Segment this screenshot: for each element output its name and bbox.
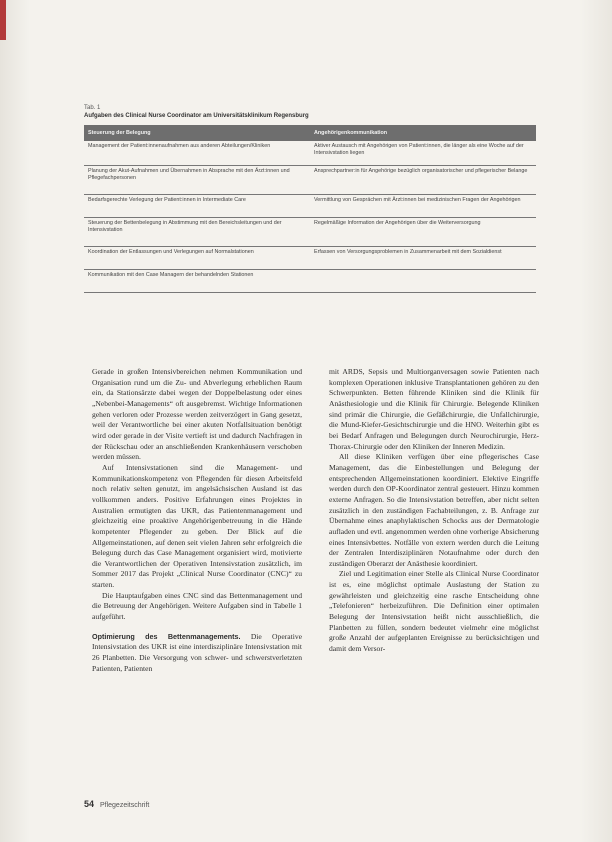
subheading-text: Die Operative Intensivstation des UKR ist eine interdisziplinäre Intensivstation mit 26 Planbetten. Die Versorgung von schwer- und schwerstverletzten Patienten, Patienten — [92, 631, 302, 673]
table-row — [84, 195, 536, 218]
table-cell: Bedarfsgerechte Verlegung der Patient:innen in Intermediate Care — [84, 195, 310, 218]
body-column-left — [92, 367, 302, 674]
table-row — [84, 141, 536, 166]
subheading-paragraph — [92, 632, 302, 675]
table-cell: Regelmäßige Information der Angehörigen über die Weiterversorgung — [310, 218, 536, 247]
table-cell: Ansprechpartner:in für Angehörige bezüglich organisatorischer und pflegerischer Belange — [310, 166, 536, 195]
body-column-right — [329, 367, 539, 655]
table-header-row — [84, 125, 536, 141]
subheading: Optimierung des Bettenmanagements. — [92, 631, 241, 641]
table-cell: Aktiver Austausch mit Angehörigen von Patient:innen, die länger als eine Woche auf der Intensivstation liegen — [310, 141, 536, 166]
paragraph: Die Hauptaufgaben eines CNC sind das Bettenmanagement und die Betreuung der Angehörigen. Weitere Aufgaben sind in Tabelle 1 aufgeführt. — [92, 590, 302, 622]
journal-name: Pflegezeitschrift — [99, 802, 150, 809]
table-caption — [84, 104, 534, 120]
table-cell: Vermittlung von Gesprächen mit Ärzt:innen bei medizinischen Fragen der Angehörigen — [310, 195, 536, 218]
edge-color-mark — [0, 0, 6, 40]
table-row — [84, 218, 536, 247]
table-cell — [310, 270, 536, 293]
table-row — [84, 270, 536, 293]
paragraph: All diese Kliniken verfügen über eine pflegerisches Case Management, das die Einbestellungen und Belegung der entsprechenden Allgemeinstationen koordiniert. Elektive Eingriffe werden durch den OP-Koordinator zentral gesteuert. Hinzu kommen externe Anfragen. So die Intensivstation betreffen, aber nicht selten zusätzlich in den zuständigen Fachabteilungen, z. B. Anfrage zur Übernahme eines anaphylaktischen Schocks aus der Dermatologie aufladen und evtl. angenommen werden ohne vorherige Absicherung eines Intensivbettes. Notfälle von extern werden durch die Leitung der Zentralen Interdisziplinären Notaufnahme oder durch den zuständigen Oberarzt der Anästhesie koordiniert. — [329, 452, 539, 568]
paragraph: Gerade in großen Intensivbereichen nehmen Kommunikation und Organisation rund um die Zu- und Abverlegung erheblichen Raum ein, da Stationsärzte dabei wegen der Doppelbelastung oder eines „Nebenbei-Managements“ oft ausgebremst. Wichtige Informationen gehen verloren oder Prozesse werden zeitverzögert in Gang gesetzt, weil der Verantwortliche bei einer akuten Notfallsituation benötigt wird oder gerade in der Visite vertieft ist und dadurch Nachfragen in der Rückschau oder an anschließenden Krankenhäusern verschoben werden müssen. — [92, 367, 302, 462]
table-row — [84, 247, 536, 270]
table-header-angehoerige: Angehörigenkommunikation — [310, 125, 536, 141]
table-header-belegung: Steuerung der Belegung — [84, 125, 310, 141]
table-cell: Steuerung der Bettenbelegung in Abstimmung mit den Bereichsleitungen und der Intensivstation — [84, 218, 310, 247]
table-cell: Planung der Akut-Aufnahmen und Übernahmen in Absprache mit den Ärzt:innen und Pflegefachpersonen — [84, 166, 310, 195]
table-label: Tab. 1 — [84, 105, 101, 111]
table-cell: Management der Patient:innenaufnahmen aus anderen Abteilungen/Kliniken — [84, 141, 310, 166]
page-footer — [84, 799, 149, 809]
tasks-table — [84, 125, 536, 293]
paragraph: Auf Intensivstationen sind die Management- und Kommunikationskompetenz von Pflegenden für diesen Arbeitsfeld noch relativ selten genutzt, im angelsächsischen Ausland ist das vollkommen anders. Positive Erfahrungen eines Projektes in Australien ermutigten das UKR, das Patientenmanagement und gleichzeitig eine proaktive Angehörigenbetreuung in die Hände kompetenter Pflegender zu geben. Der Blick auf die Allgemeinstationen, auf denen seit vielen Jahren sehr erfolgreich die Belegung durch das Case Management organisiert wird, motivierte die Verantwortlichen der Operativen Intensivstation zusätzlich, im Sommer 2017 das Projekt „Clinical Nurse Coordinator (CNC)“ zu starten. — [92, 462, 302, 590]
table-title: Aufgaben des Clinical Nurse Coordinator am Universitätsklinikum Regensburg — [84, 113, 309, 119]
paragraph: mit ARDS, Sepsis und Multiorganversagen sowie Patienten nach komplexen Operationen inklusive Transplantationen gehören zu den Schwerpunkten. Betten führende Kliniken sind die Klinik für Anästhesiologie und die Klinik für Chirurgie. Belegende Kliniken sind primär die Chirurgie, die Gefäßchirurgie, die Unfallchirurgie, die Mund-Kiefer-Gesichtschirurgie und die HNO. Weiterhin gibt es bei Bedarf Anfragen und Belegungen durch Neurochirurgie, Herz-Thorax-Chirurgie oder den Kliniken der Inneren Medizin. — [329, 367, 539, 451]
page-number: 54 — [84, 799, 95, 809]
table-cell: Koordination der Entlassungen und Verlegungen auf Normalstationen — [84, 247, 310, 270]
table-cell: Kommunikation mit den Case Managern der behandelnden Stationen — [84, 270, 310, 293]
table-row — [84, 166, 536, 195]
paragraph: Ziel und Legitimation einer Stelle als Clinical Nurse Coordinator ist es, eine möglichst optimale Auslastung der Station zu gewährleisten und gleichzeitig eine rasche Entscheidung ohne „Telefonieren“ herbeizuführen. Die Definition einer optimalen Belegung der Intensivstation heißt nicht ausschließlich, die Planbetten zu füllen, sondern bedeutet vielmehr eine möglichst große Anzahl der aufgeplanten Ereignisse zu berücksichtigen und damit dem Versor- — [329, 569, 539, 654]
table-cell: Erfassen von Versorgungsproblemen in Zusammenarbeit mit dem Sozialdienst — [310, 247, 536, 270]
